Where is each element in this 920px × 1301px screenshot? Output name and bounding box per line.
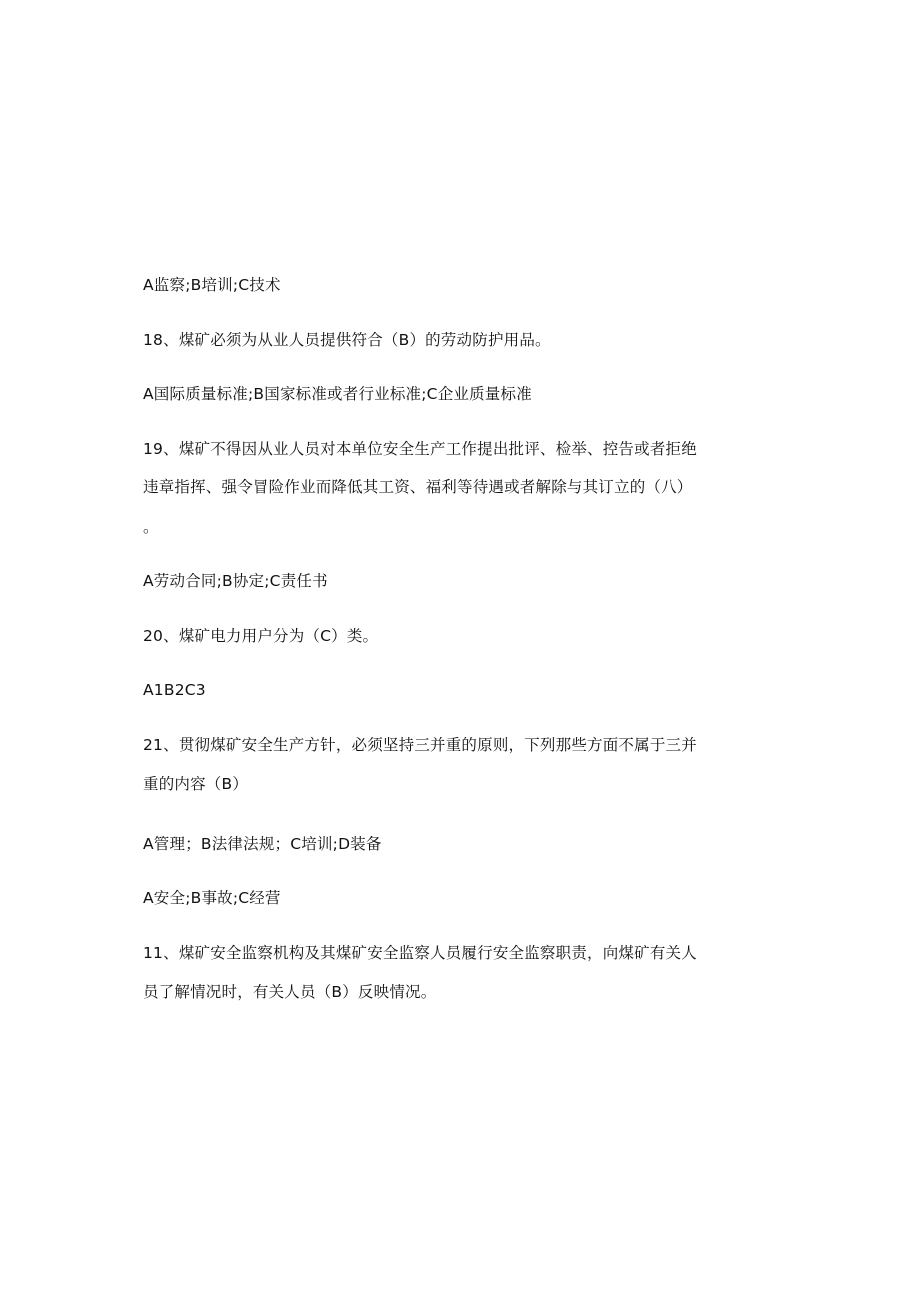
answer-options-18: A国际质量标准;B国家标准或者行业标准;C企业质量标准 bbox=[143, 385, 532, 403]
answer-options-17: A监察;B培训;C技术 bbox=[143, 276, 281, 294]
question-18: 18、煤矿必须为从业人员提供符合（B）的劳动防护用品。 bbox=[143, 331, 551, 349]
question-11-line-2: 员了解情况时，有关人员（B）反映情况。 bbox=[143, 983, 437, 1001]
question-19-line-1: 19、煤矿不得因从业人员对本单位安全生产工作提出批评、检举、控告或者拒绝 bbox=[143, 440, 697, 458]
answer-options-20: A1B2C3 bbox=[143, 681, 206, 699]
answer-options-19: A劳动合同;B协定;C责任书 bbox=[143, 572, 328, 590]
answer-options-21: A管理；B法律法规；C培训;D装备 bbox=[143, 835, 382, 853]
question-19-line-2: 违章指挥、强令冒险作业而降低其工资、福利等待遇或者解除与其订立的（八） bbox=[143, 478, 693, 496]
question-21-line-1: 21、贯彻煤矿安全生产方针，必须坚持三并重的原则，下列那些方面不属于三并 bbox=[143, 736, 697, 754]
question-20: 20、煤矿电力用户分为（C）类。 bbox=[143, 627, 379, 645]
question-11-line-1: 11、煤矿安全监察机构及其煤矿安全监察人员履行安全监察职责，向煤矿有关人 bbox=[143, 944, 697, 962]
question-21-line-2: 重的内容（B） bbox=[143, 775, 249, 793]
answer-options-extra: A安全;B事故;C经营 bbox=[143, 889, 281, 907]
question-19-line-3: 。 bbox=[143, 518, 159, 536]
